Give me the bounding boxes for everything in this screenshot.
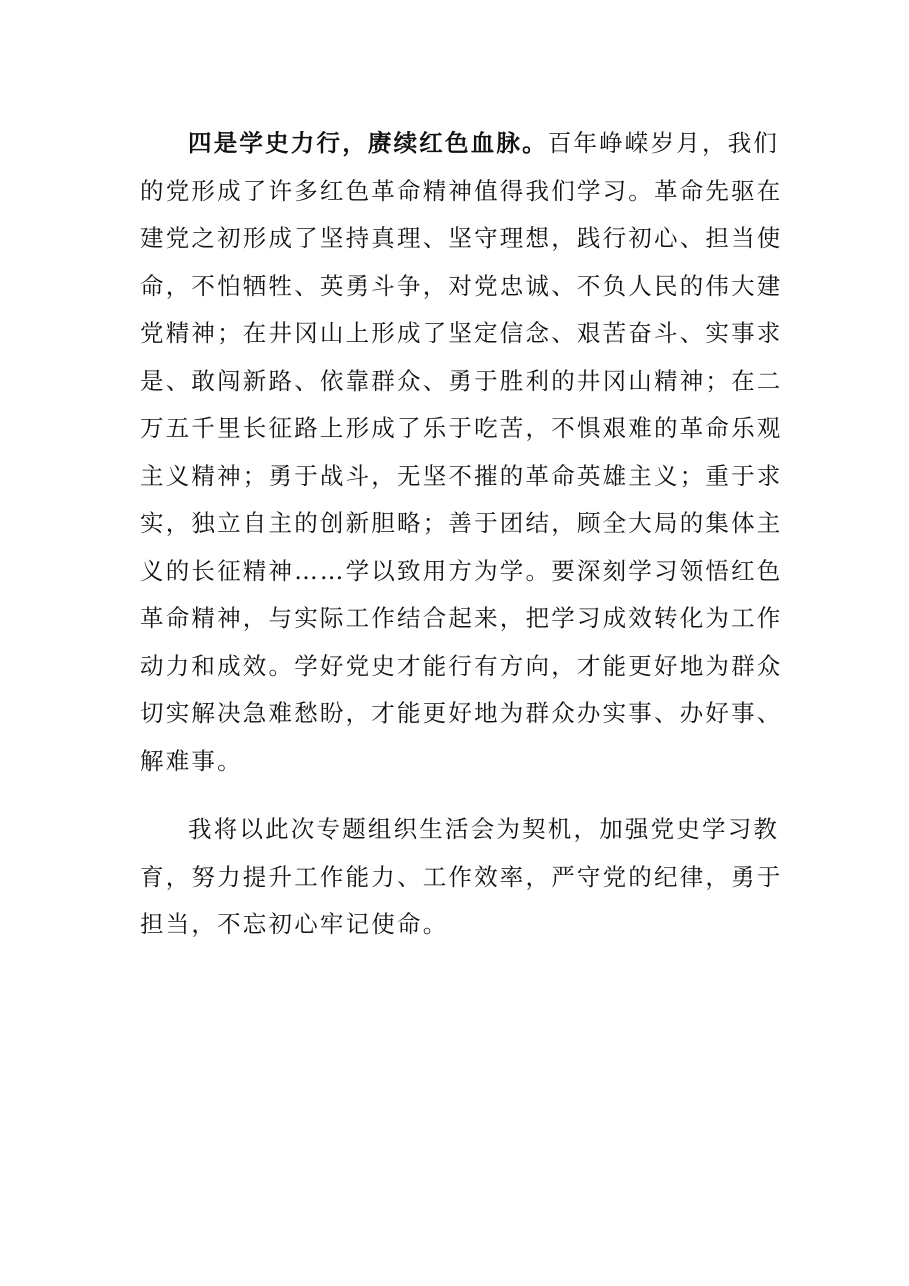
paragraph-line: 革命精神，与实际工作结合起来，把学习成效转化为工作: [140, 604, 783, 632]
paragraph-line: 建党之初形成了坚持真理、坚守理想，践行初心、担当使: [140, 224, 783, 252]
paragraph-line: 实，独立自主的创新胆略；善于团结，顾全大局的集体主: [140, 509, 783, 537]
paragraph-line-text: 百年峥嵘岁月，我们: [547, 129, 780, 157]
paragraph-line: 万五千里长征路上形成了乐于吃苦，不惧艰难的革命乐观: [140, 414, 783, 442]
paragraph-line: 是、敢闯新路、依靠群众、勇于胜利的井冈山精神；在二: [140, 366, 783, 395]
paragraph-line: 命，不怕牺牲、英勇斗争，对党忠诚、不负人民的伟大建: [140, 271, 783, 300]
paragraph-commitment: [140, 806, 783, 949]
paragraph-heading: 四是学史力行，赓续红色血脉。: [188, 129, 548, 157]
paragraph-line: [140, 120, 780, 168]
paragraph-line: 义的长征精神……学以致用方为学。要深刻学习领悟红色: [140, 556, 783, 585]
paragraph-line: 切实解决急难愁盼，才能更好地为群众办实事、办好事、: [140, 699, 783, 727]
paragraph-line: 动力和成效。学好党史才能行有方向，才能更好地为群众: [140, 651, 783, 680]
paragraph-line: 育，努力提升工作能力、工作效率，严守党的纪律，勇于: [140, 862, 783, 891]
paragraph-line: 担当，不忘初心牢记使命。: [140, 910, 449, 938]
paragraph-line: 主义精神；勇于战斗，无坚不摧的革命英雄主义；重于求: [140, 461, 783, 490]
paragraph-line: 的党形成了许多红色革命精神值得我们学习。革命先驱在: [140, 176, 783, 205]
paragraph-line: 党精神；在井冈山上形成了坚定信念、艰苦奋斗、实事求: [140, 319, 783, 347]
paragraph-study-history: [140, 120, 783, 785]
paragraph-line: 我将以此次专题组织生活会为契机，加强党史学习教: [188, 815, 780, 843]
paragraph-line: 解难事。: [140, 746, 243, 775]
